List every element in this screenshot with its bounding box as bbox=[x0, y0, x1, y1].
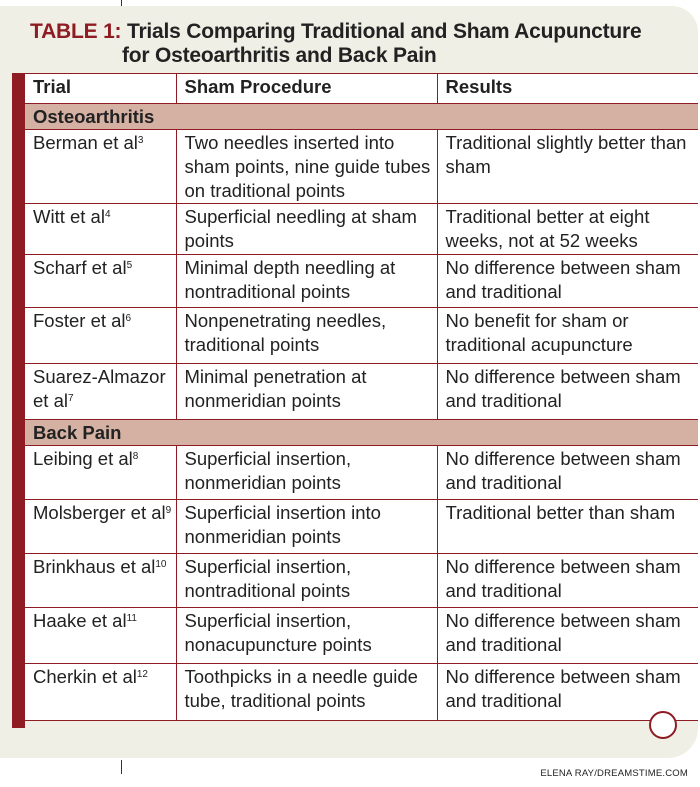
table-row bbox=[25, 554, 698, 608]
results-cell: Traditional better than sham bbox=[437, 500, 698, 554]
trial-name: Suarez-Almazor et al bbox=[33, 366, 166, 411]
trial-name: Scharf et al bbox=[33, 257, 127, 278]
accent-bar bbox=[12, 73, 25, 728]
results-cell: Traditional slightly better than sham bbox=[437, 130, 698, 204]
table-row bbox=[25, 446, 698, 500]
sham-procedure-cell: Two needles inserted into sham points, nine guide tubes on traditional points bbox=[176, 130, 437, 204]
reference-number: 8 bbox=[132, 451, 139, 462]
header-trial: Trial bbox=[25, 74, 176, 104]
table-row bbox=[25, 255, 698, 308]
section-label: Osteoarthritis bbox=[25, 104, 698, 130]
trial-name: Haake et al bbox=[33, 610, 127, 631]
photo-credit: ELENA RAY/DREAMSTIME.COM bbox=[540, 768, 688, 779]
trial-name: Brinkhaus et al bbox=[33, 556, 156, 577]
table-row bbox=[25, 664, 698, 721]
reference-number: 11 bbox=[126, 613, 137, 624]
header-results: Results bbox=[437, 74, 698, 104]
trial-cell bbox=[25, 255, 176, 308]
table-title bbox=[30, 20, 642, 68]
results-cell: No difference between sham and traditional bbox=[437, 446, 698, 500]
trial-name: Molsberger et al bbox=[33, 502, 166, 523]
sham-procedure-cell: Superficial insertion, nonmeridian points bbox=[176, 446, 437, 500]
sham-procedure-cell: Minimal penetration at nonmeridian points bbox=[176, 364, 437, 420]
table-row bbox=[25, 608, 698, 664]
title-line-2: for Osteoarthritis and Back Pain bbox=[122, 44, 437, 67]
crop-mark-bottom bbox=[121, 760, 122, 774]
trial-name: Leibing et al bbox=[33, 448, 133, 469]
sham-procedure-cell: Superficial insertion into nonmeridian points bbox=[176, 500, 437, 554]
sham-procedure-cell: Toothpicks in a needle guide tube, traditional points bbox=[176, 664, 437, 721]
sham-procedure-cell: Superficial needling at sham points bbox=[176, 204, 437, 255]
reference-number: 12 bbox=[136, 669, 148, 680]
table-row bbox=[25, 364, 698, 420]
trials-table bbox=[25, 73, 698, 721]
table-label: TABLE 1: bbox=[30, 20, 122, 43]
trial-cell bbox=[25, 446, 176, 500]
trial-cell bbox=[25, 500, 176, 554]
circle-icon bbox=[649, 711, 677, 739]
table-row bbox=[25, 308, 698, 364]
trial-name: Berman et al bbox=[33, 132, 138, 153]
results-cell: Traditional better at eight weeks, not at 52 weeks bbox=[437, 204, 698, 255]
reference-number: 6 bbox=[125, 313, 132, 324]
results-cell: No difference between sham and traditional bbox=[437, 255, 698, 308]
trial-cell bbox=[25, 308, 176, 364]
table-row bbox=[25, 204, 698, 255]
trial-cell bbox=[25, 664, 176, 721]
results-cell: No difference between sham and traditional bbox=[437, 364, 698, 420]
reference-number: 5 bbox=[126, 260, 133, 271]
trial-name: Foster et al bbox=[33, 310, 126, 331]
reference-number: 7 bbox=[67, 393, 74, 404]
header-sham-procedure: Sham Procedure bbox=[176, 74, 437, 104]
results-cell: No difference between sham and traditional bbox=[437, 608, 698, 664]
header-row bbox=[25, 74, 698, 104]
reference-number: 4 bbox=[104, 209, 111, 220]
results-cell: No difference between sham and traditional bbox=[437, 554, 698, 608]
results-cell: No difference between sham and traditional bbox=[437, 664, 698, 721]
trial-cell bbox=[25, 554, 176, 608]
results-cell: No benefit for sham or traditional acupuncture bbox=[437, 308, 698, 364]
trial-cell bbox=[25, 364, 176, 420]
trial-cell bbox=[25, 204, 176, 255]
table-row bbox=[25, 500, 698, 554]
section-row bbox=[25, 104, 698, 130]
reference-number: 9 bbox=[165, 505, 172, 516]
trial-cell bbox=[25, 608, 176, 664]
title-line-1: Trials Comparing Traditional and Sham Acupuncture bbox=[126, 20, 642, 43]
section-label: Back Pain bbox=[25, 420, 698, 446]
reference-number: 3 bbox=[137, 135, 144, 146]
section-row bbox=[25, 420, 698, 446]
table-row bbox=[25, 130, 698, 204]
sham-procedure-cell: Superficial insertion, nonacupuncture points bbox=[176, 608, 437, 664]
trial-name: Cherkin et al bbox=[33, 666, 137, 687]
reference-number: 10 bbox=[155, 559, 167, 570]
sham-procedure-cell: Nonpenetrating needles, traditional points bbox=[176, 308, 437, 364]
trial-name: Witt et al bbox=[33, 206, 105, 227]
sham-procedure-cell: Minimal depth needling at nontraditional points bbox=[176, 255, 437, 308]
trial-cell bbox=[25, 130, 176, 204]
sham-procedure-cell: Superficial insertion, nontraditional points bbox=[176, 554, 437, 608]
